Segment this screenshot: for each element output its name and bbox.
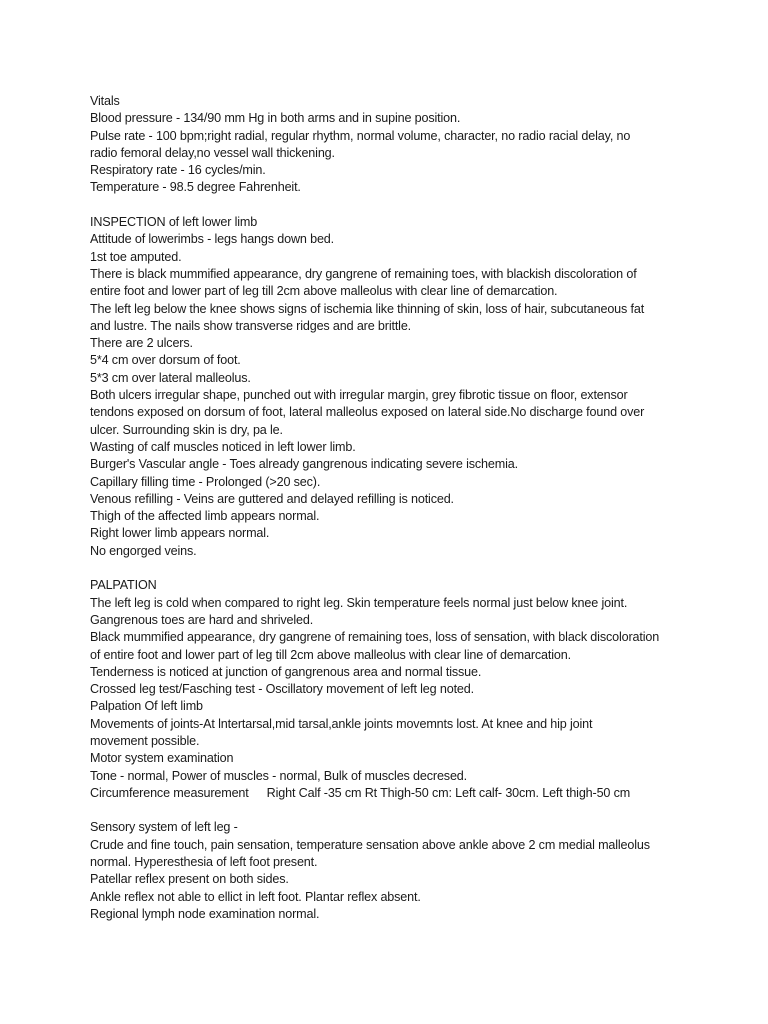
sensory-line: Patellar reflex present on both sides. [90, 872, 289, 887]
vitals-section [90, 93, 690, 197]
inspection-line: entire foot and lower part of leg till 2cm above malleolus with clear line of demarcation. [90, 284, 558, 299]
palpation-line: Tenderness is noticed at junction of gangrenous area and normal tissue. [90, 664, 482, 679]
blood-pressure-line: Blood pressure - 134/90 mm Hg in both arms and in supine position. [90, 111, 461, 126]
sensory-section [90, 819, 690, 923]
circumference-line [90, 785, 690, 802]
section-spacer [90, 197, 690, 214]
inspection-line: There is black mummified appearance, dry gangrene of remaining toes, with blackish discoloration of [90, 266, 637, 281]
palpation-line: of entire foot and lower part of leg till 2cm above malleolus with clear line of demarcation. [90, 647, 571, 662]
inspection-line: Burger's Vascular angle - Toes already gangrenous indicating severe ischemia. [90, 457, 518, 472]
pulse-rate-line: Pulse rate - 100 bpm;right radial, regular rhythm, normal volume, character, no radio racial delay, no [90, 128, 631, 143]
respiratory-rate-line: Respiratory rate - 16 cycles/min. [90, 163, 266, 178]
inspection-line: Wasting of calf muscles noticed in left lower limb. [90, 439, 356, 454]
sensory-line: normal. Hyperesthesia of left foot present. [90, 855, 318, 870]
palpation-line: Crossed leg test/Fasching test - Oscillatory movement of left leg noted. [90, 682, 474, 697]
palpation-line: Gangrenous toes are hard and shriveled. [90, 612, 314, 627]
inspection-line: Attitude of lowerimbs - legs hangs down bed. [90, 232, 335, 247]
inspection-line: 5*4 cm over dorsum of foot. [90, 353, 241, 368]
palpation-line: movement possible. [90, 733, 200, 748]
palpation-line: Movements of joints-At lntertarsal,mid tarsal,ankle joints movemnts lost. At knee and hip joint [90, 716, 593, 731]
palpation-heading: PALPATION [90, 578, 157, 593]
temperature-line: Temperature - 98.5 degree Fahrenheit. [90, 180, 301, 195]
inspection-section [90, 214, 690, 560]
inspection-line: Right lower limb appears normal. [90, 526, 270, 541]
vitals-heading: Vitals [90, 94, 120, 108]
inspection-line: Thigh of the affected limb appears normal. [90, 509, 320, 524]
section-spacer [90, 560, 690, 577]
inspection-line: Capillary filling time - Prolonged (>20 sec). [90, 474, 321, 489]
inspection-line: tendons exposed on dorsum of foot, lateral malleolus exposed on lateral side.No discharge found over [90, 405, 645, 420]
inspection-line: There are 2 ulcers. [90, 336, 193, 351]
sensory-line: Crude and fine touch, pain sensation, temperature sensation above ankle above 2 cm medial malleolus [90, 837, 650, 852]
circumference-label: Circumference measurement [90, 785, 249, 800]
palpation-line: Motor system examination [90, 751, 234, 766]
inspection-line: No engorged veins. [90, 543, 197, 558]
palpation-line: Palpation Of left limb [90, 699, 203, 714]
inspection-line: and lustre. The nails show transverse ridges and are brittle. [90, 318, 412, 333]
sensory-line: Regional lymph node examination normal. [90, 906, 320, 921]
inspection-line: Venous refilling - Veins are guttered and delayed refilling is noticed. [90, 491, 454, 506]
palpation-line: Tone - normal, Power of muscles - normal, Bulk of muscles decresed. [90, 768, 468, 783]
palpation-line: Black mummified appearance, dry gangrene of remaining toes, loss of sensation, with black discoloration [90, 630, 660, 645]
inspection-line: Both ulcers irregular shape, punched out with irregular margin, grey fibrotic tissue on floor, extensor [90, 388, 628, 403]
palpation-line: The left leg is cold when compared to right leg. Skin temperature feels normal just below knee joint. [90, 595, 628, 610]
inspection-line: The left leg below the knee shows signs of ischemia like thinning of skin, loss of hair, subcutaneous fat [90, 301, 645, 316]
inspection-line: 5*3 cm over lateral malleolus. [90, 370, 251, 385]
palpation-section [90, 577, 690, 802]
inspection-line: ulcer. Surrounding skin is dry, pa le. [90, 422, 283, 437]
sensory-heading: Sensory system of left leg - [90, 820, 238, 835]
inspection-heading: INSPECTION of left lower limb [90, 215, 258, 230]
pulse-rate-line-continued: radio femoral delay,no vessel wall thickening. [90, 145, 335, 160]
document-page [90, 93, 690, 923]
section-spacer [90, 802, 690, 819]
sensory-line: Ankle reflex not able to ellict in left foot. Plantar reflex absent. [90, 889, 421, 904]
circumference-value: Right Calf -35 cm Rt Thigh-50 cm: Left calf- 30cm. Left thigh-50 cm [266, 785, 631, 800]
inspection-line: 1st toe amputed. [90, 249, 182, 264]
